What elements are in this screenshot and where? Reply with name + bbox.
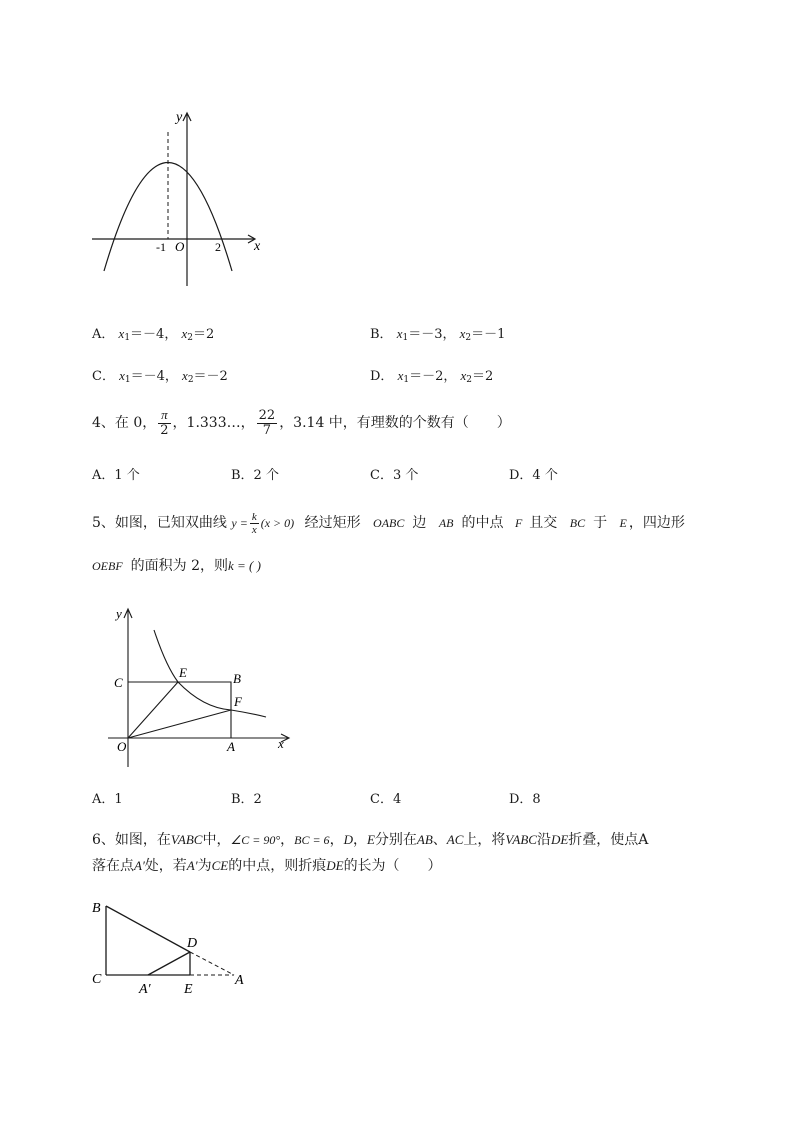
sub: 2	[466, 375, 473, 385]
q3-option-d[interactable]	[370, 368, 493, 388]
math-text: k = ( )	[228, 558, 261, 573]
value: ＝－3，	[408, 327, 456, 342]
point-a-prime-label: A′	[139, 982, 151, 996]
x-label: x	[254, 239, 261, 254]
math-text: D	[343, 832, 353, 847]
sub: 2	[187, 375, 194, 385]
math-text: E	[619, 516, 627, 530]
q3-option-c[interactable]	[92, 368, 228, 388]
x-label: x	[278, 736, 284, 751]
value: ＝－4，	[130, 327, 178, 342]
tick-2-label: 2	[215, 240, 221, 254]
math-text: AB	[416, 832, 433, 847]
q4-stem	[92, 406, 511, 440]
point-a-label: A	[227, 739, 235, 754]
q6-text: 的长为（ ）	[343, 858, 442, 874]
q5-option-a[interactable]: A．1	[92, 792, 123, 807]
point-o-label: O	[117, 739, 127, 754]
fraction-numerator: π	[161, 407, 168, 422]
fraction-numerator: k	[251, 510, 257, 523]
q5-text: 边	[412, 515, 427, 531]
math-text: DE	[326, 858, 344, 873]
math-text: OABC	[373, 516, 405, 530]
y-label: y	[116, 606, 122, 621]
point-e-label: E	[184, 982, 193, 996]
fraction-pi-over-2	[158, 408, 170, 438]
sub: 1	[124, 333, 131, 343]
q4-text: ，3.14 中，有理数的个数有（ ）	[279, 415, 511, 431]
sub: 1	[402, 333, 409, 343]
math-text: CE	[211, 858, 229, 873]
q3-option-b[interactable]	[370, 326, 505, 346]
math-text: A′	[134, 858, 145, 873]
sub: 1	[124, 375, 131, 385]
q5-text: 且交	[529, 515, 558, 531]
q6-text: 落在点	[92, 858, 134, 874]
math-text: (x > 0)	[260, 516, 295, 530]
point-d-label: D	[187, 936, 198, 951]
fraction-denominator: 2	[160, 423, 169, 438]
value: ＝－4，	[130, 369, 178, 384]
q4-text: 4、在 0，	[92, 415, 157, 431]
q4-option-d[interactable]: D．4 个	[509, 468, 558, 483]
point-f-label: F	[234, 694, 242, 709]
q5-text: ，四边形	[628, 515, 685, 531]
q5-text: 的面积为 2，则	[130, 558, 229, 574]
option-letter: D．	[370, 369, 394, 384]
option-letter: B．	[370, 327, 393, 342]
q6-stem-line1	[92, 831, 648, 849]
var: x	[119, 368, 125, 383]
fraction-numerator: 22	[258, 407, 276, 423]
tick-neg1-label: -1	[156, 240, 166, 254]
math-text: A′	[186, 858, 198, 873]
math-text: DE	[550, 832, 569, 847]
q5-option-d[interactable]: D．8	[509, 792, 541, 807]
fraction-22-over-7	[257, 409, 278, 438]
fraction-k-over-x	[250, 511, 259, 536]
q6-text: 沿	[536, 832, 551, 848]
segment-oe	[128, 682, 178, 738]
q5-option-b[interactable]: B．2	[231, 792, 262, 807]
var: x	[397, 368, 404, 383]
math-text: E	[366, 832, 375, 847]
math-text: AB	[438, 516, 454, 530]
dashed-da	[190, 952, 234, 975]
segment-bd	[106, 906, 190, 952]
math-text: VABC	[170, 832, 203, 847]
value: ＝－2，	[409, 369, 457, 384]
sub: 2	[465, 333, 472, 343]
value: ＝2	[472, 369, 494, 384]
value: ＝－2	[193, 369, 228, 384]
math-text: ∠C = 90°	[230, 833, 281, 847]
q6-text: 分别在	[374, 832, 417, 848]
q5-option-c[interactable]: C．4	[370, 792, 402, 807]
q4-option-b[interactable]: B．2 个	[231, 468, 279, 483]
math-text: AC	[446, 832, 464, 847]
math-text: VABC	[505, 832, 537, 847]
q6-text: 、	[432, 832, 447, 848]
point-c-label: C	[92, 972, 102, 987]
q6-text: 处，若	[144, 858, 187, 874]
segment-a-prime-d	[148, 952, 190, 975]
q6-text: ，	[280, 832, 295, 848]
hyperbola-rectangle-graph	[108, 604, 298, 774]
var: x	[181, 326, 188, 341]
point-c-label: C	[114, 675, 123, 690]
q6-text: 上，将	[463, 832, 506, 848]
rectangle-oabc	[128, 682, 231, 738]
math-text: BC = 6	[294, 833, 330, 847]
option-letter: C．	[92, 369, 115, 384]
point-a-label: A	[235, 973, 244, 988]
sub: 2	[187, 333, 193, 343]
q6-text: 为	[197, 858, 212, 874]
q5-stem-line2	[92, 557, 261, 575]
math-text: BC	[569, 516, 586, 530]
option-letter: A．	[92, 327, 115, 342]
q4-option-c[interactable]: C．3 个	[370, 468, 419, 483]
point-b-label: B	[92, 901, 101, 916]
q5-stem-line1	[92, 506, 685, 540]
folded-triangle-figure	[88, 896, 258, 996]
var: x	[182, 368, 188, 383]
q4-option-a[interactable]: A．1 个	[92, 468, 140, 483]
q3-option-a[interactable]	[92, 326, 214, 346]
segment-of	[128, 710, 231, 738]
var: x	[460, 368, 467, 383]
point-b-label: B	[233, 671, 241, 686]
q6-text: ，	[352, 832, 367, 848]
var: x	[118, 326, 125, 341]
q5-text: 经过矩形	[304, 515, 361, 531]
q5-text: 于	[593, 515, 608, 531]
q6-text: ，	[329, 832, 344, 848]
value: ＝2	[192, 327, 215, 342]
fraction-denominator: 7	[262, 422, 272, 438]
sub: 1	[403, 375, 410, 385]
q4-text: ，1.333…，	[172, 415, 255, 431]
q5-text: 的中点	[461, 515, 504, 531]
math-text: OEBF	[92, 559, 123, 573]
q6-text: 的中点，则折痕	[228, 858, 327, 874]
y-label: y	[176, 110, 183, 125]
math-text: y =	[231, 516, 248, 530]
origin-label: O	[175, 239, 185, 254]
parabola-graph	[88, 104, 268, 294]
hyperbola-curve	[154, 630, 266, 717]
q6-text: 折叠，使点A	[568, 832, 649, 848]
var: x	[396, 326, 403, 341]
value: ＝－1	[471, 327, 506, 342]
fraction-denominator: x	[251, 523, 257, 536]
q6-text: 中，	[202, 832, 231, 848]
q5-text: 5、如图，已知双曲线	[92, 515, 227, 531]
var: x	[459, 326, 466, 341]
point-e-label: E	[179, 665, 187, 680]
q6-stem-line2	[92, 857, 442, 875]
math-text: F	[514, 516, 523, 530]
q6-text: 6、如图，在	[92, 832, 171, 848]
